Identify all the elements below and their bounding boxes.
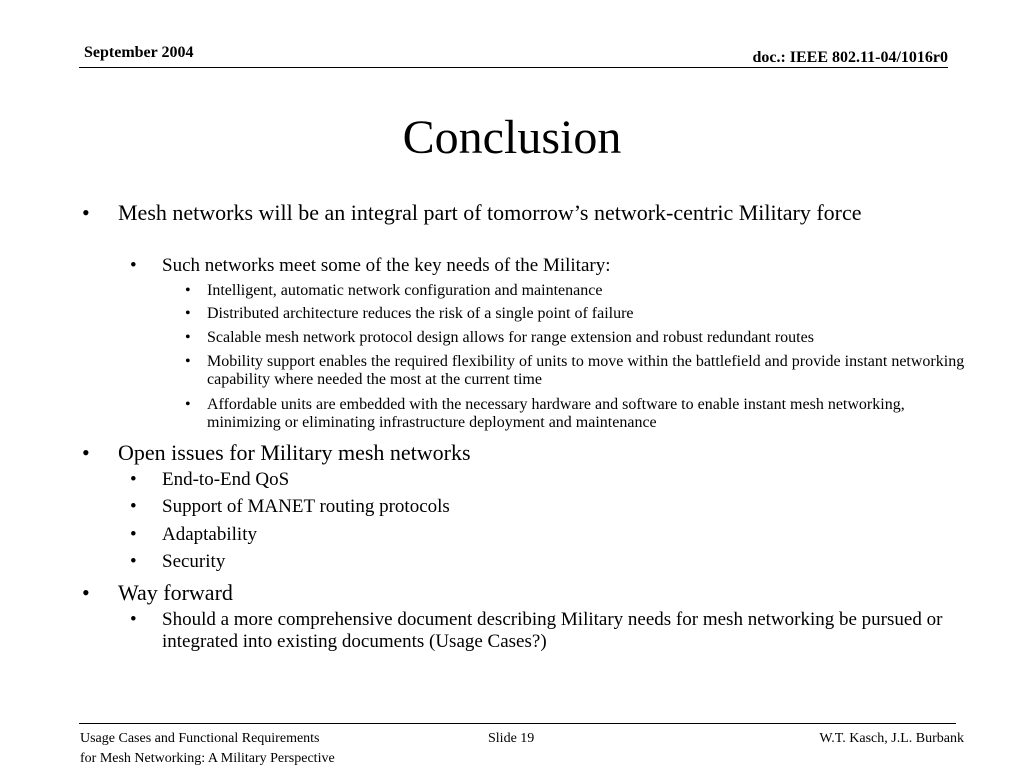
bullet-text: Security bbox=[162, 551, 226, 572]
bullet-text: Distributed architecture reduces the risk of a single point of failure bbox=[207, 305, 634, 322]
footer-title-line-2: for Mesh Networking: A Military Perspective bbox=[80, 751, 335, 766]
bullet-icon: • bbox=[82, 440, 90, 465]
bullet-item-way-forward bbox=[82, 580, 958, 605]
bullet-item-open-issues bbox=[82, 440, 958, 465]
bullet-text: Mesh networks will be an integral part of tomorrow’s network-centric Military force bbox=[118, 200, 862, 225]
footer-slide-number: Slide 19 bbox=[488, 731, 535, 746]
footer-title-line-1: Usage Cases and Functional Requirements bbox=[80, 731, 320, 746]
sub-sub-bullet-mobility bbox=[185, 353, 977, 389]
bullet-text: Such networks meet some of the key needs of the Military: bbox=[162, 255, 611, 276]
bullet-text: Intelligent, automatic network configuration and maintenance bbox=[207, 282, 603, 299]
bullet-icon: • bbox=[130, 524, 137, 545]
bullet-text: Scalable mesh network protocol design allows for range extension and robust redundant routes bbox=[207, 329, 814, 346]
bullet-text: Open issues for Military mesh networks bbox=[118, 440, 471, 465]
bullet-icon: • bbox=[185, 282, 191, 299]
footer-divider bbox=[79, 723, 956, 724]
footer-authors: W.T. Kasch, J.L. Burbank bbox=[819, 731, 964, 746]
bullet-icon: • bbox=[185, 353, 191, 370]
bullet-text: Affordable units are embedded with the necessary hardware and software to enable instant mesh networking, minimizing or eliminating infrastructure deployment and maintenance bbox=[207, 396, 905, 431]
sub-bullet-security bbox=[130, 551, 977, 573]
header-date: September 2004 bbox=[84, 44, 194, 61]
sub-bullet-comprehensive-document bbox=[130, 609, 977, 653]
bullet-icon: • bbox=[130, 551, 137, 572]
footer-document-title bbox=[80, 729, 335, 769]
sub-sub-bullet-distributed bbox=[185, 305, 977, 323]
bullet-text: Way forward bbox=[118, 580, 233, 605]
bullet-icon: • bbox=[130, 496, 137, 517]
bullet-text: Mobility support enables the required flexibility of units to move within the battlefield and provide instant networking capability where needed the most at the current time bbox=[207, 353, 965, 388]
bullet-icon: • bbox=[185, 305, 191, 322]
sub-bullet-manet bbox=[130, 496, 977, 518]
bullet-icon: • bbox=[185, 396, 191, 413]
sub-sub-bullet-configuration bbox=[185, 282, 977, 300]
bullet-text: End-to-End QoS bbox=[162, 469, 290, 490]
bullet-item-mesh-networks bbox=[82, 200, 958, 225]
bullet-text: Support of MANET routing protocols bbox=[162, 496, 450, 517]
sub-sub-bullet-affordable bbox=[185, 396, 977, 432]
header-doc-id: doc.: IEEE 802.11-04/1016r0 bbox=[752, 49, 948, 66]
sub-sub-bullet-scalable bbox=[185, 329, 977, 347]
bullet-text: Adaptability bbox=[162, 524, 257, 545]
slide-title: Conclusion bbox=[402, 111, 622, 164]
bullet-icon: • bbox=[82, 580, 90, 605]
bullet-icon: • bbox=[82, 200, 90, 225]
sub-bullet-key-needs bbox=[130, 255, 977, 277]
bullet-icon: • bbox=[185, 329, 191, 346]
bullet-text: Should a more comprehensive document describing Military needs for mesh networking be pursued or integrated into existing documents (Usage Cases?) bbox=[162, 609, 943, 652]
bullet-icon: • bbox=[130, 469, 137, 490]
sub-bullet-qos bbox=[130, 469, 977, 491]
bullet-icon: • bbox=[130, 255, 137, 276]
bullet-icon: • bbox=[130, 609, 137, 630]
sub-bullet-adaptability bbox=[130, 524, 977, 546]
